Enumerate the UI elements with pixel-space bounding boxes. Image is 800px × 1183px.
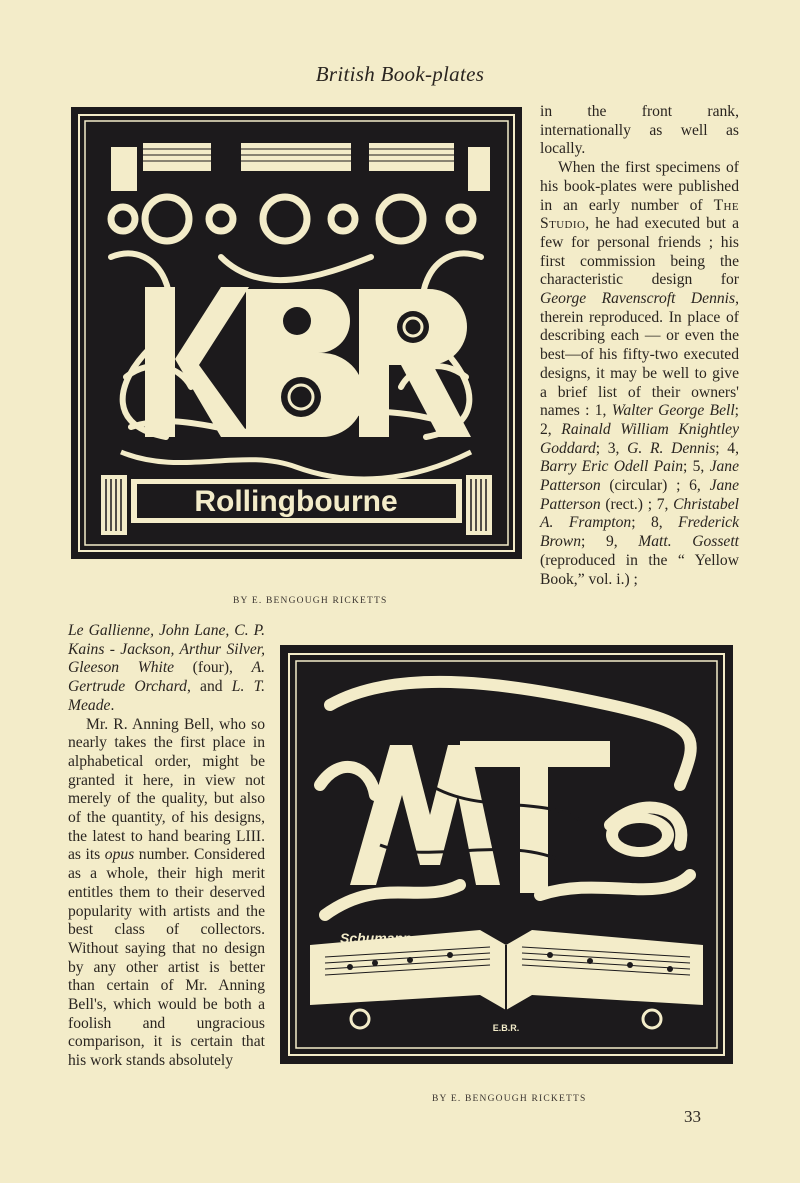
right-text-column	[540, 103, 739, 589]
score-label: Schumann	[340, 930, 412, 946]
paragraph: Le Gallienne, John Lane, C. P. Kains - Jackson, Arthur Silver, Gleeson White (four), A. Gertrude Orchard, and L. T. Meade.	[68, 622, 265, 714]
banner-name: Rollingbourne	[194, 485, 398, 518]
bookplate-schumann	[280, 645, 733, 1064]
left-text-column	[68, 622, 265, 1071]
paragraph: in the front rank, internationally as well as locally.	[540, 103, 739, 158]
paragraph: Mr. R. Anning Bell, who so nearly takes the first place in alphabetical order, might be granted it here, in view not merely of the quality, but also of the quantity, of his designs, the latest to hand bearing LIII. as its opus number. Considered as a whole, their high merit entitles them to their deserved popularity with artists and the best class of collectors. Without saying that no design by any other artist is better than certain of Mr. Anning Bell's, which would be both a foolish and ungracious comparison, it is certain that his work stands absolutely	[68, 715, 265, 1070]
running-head: British Book-plates	[315, 62, 485, 86]
page-number: 33	[684, 1107, 701, 1126]
bookplate-rollingbourne	[71, 107, 522, 559]
paragraph: When the first specimens of his book-plates were published in an early number of The Studio, he had executed but a few for personal friends ; his first commission being the characteristic design for George Ravenscroft Dennis, therein reproduced. In place of describing each — or even the best—of his fifty-two executed designs, it may be well to give a brief list of their owners' names : 1, Walter George Bell; 2, Rainald William Knightley Goddard; 3, G. R. Dennis; 4, Barry Eric Odell Pain; 5, Jane Patterson (circular) ; 6, Jane Patterson (rect.) ; 7, Christabel A. Frampton; 8, Frederick Brown; 9, Matt. Gossett (reproduced in the “ Yellow Book,” vol. i.) ;	[540, 159, 740, 588]
plate-caption: BY E. BENGOUGH RICKETTS	[233, 596, 388, 606]
plate-caption: BY E. BENGOUGH RICKETTS	[432, 1094, 587, 1104]
artist-initials: E.B.R.	[492, 1023, 520, 1033]
